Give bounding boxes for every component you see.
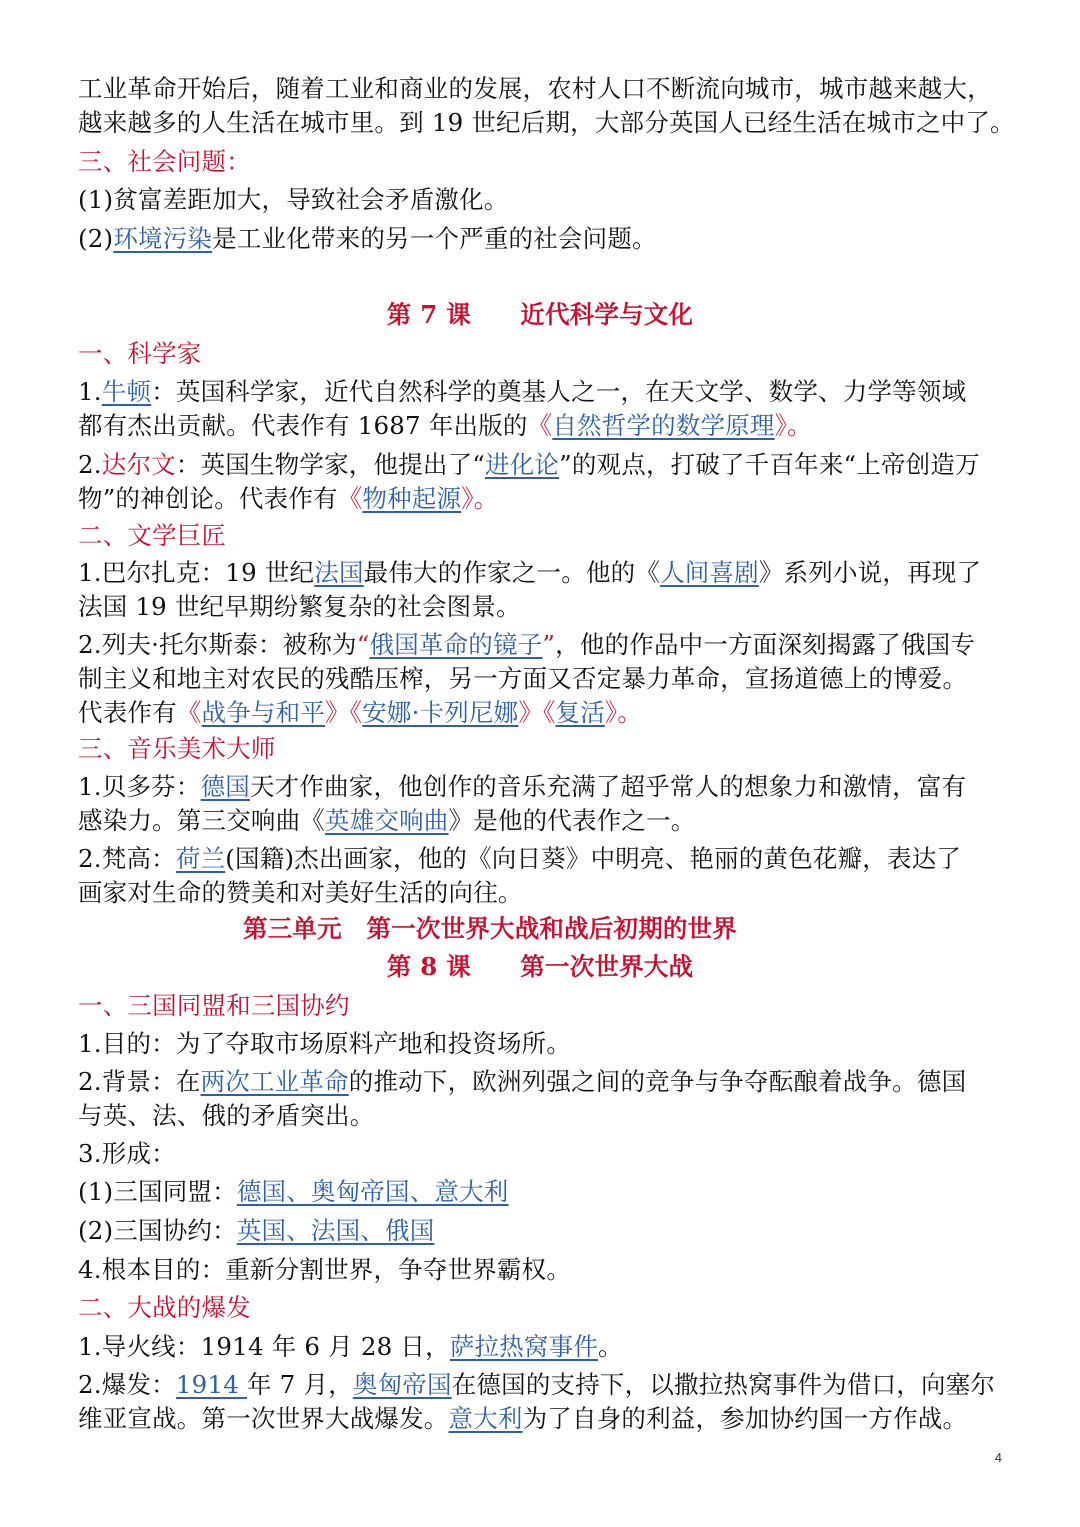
emphasis-text: 三、音乐美术大师 — [78, 734, 276, 763]
highlighted-term: 英国、法国、俄国 — [236, 1216, 435, 1245]
emphasis-text: 》。 — [774, 411, 812, 440]
paragraph-line — [78, 1366, 1008, 1404]
emphasis-text: 》。 — [604, 698, 643, 727]
emphasis-text: 达尔文 — [101, 450, 176, 479]
text-segment: 2.列夫·托尔斯泰：被称为 — [78, 630, 357, 659]
emphasis-text: 三、社会问题： — [78, 147, 251, 176]
text-segment: 是工业化带来的另一个严重的社会问题。 — [212, 224, 657, 253]
text-segment: 在德国的支持下，以撒拉热窝事件为借口，向塞尔 — [451, 1370, 996, 1399]
emphasis-text: 《 — [527, 411, 553, 440]
highlighted-term: 英雄交响曲 — [325, 806, 449, 835]
emphasis-text: “ — [356, 630, 370, 659]
highlighted-term: 奥匈帝国 — [352, 1370, 452, 1399]
text-segment: 代表作有 — [78, 698, 177, 727]
text-segment: 3.形成： — [78, 1139, 176, 1168]
text-segment: 的推动下，欧洲列强之间的竞争与争夺酝酿着战争。德国 — [348, 1067, 967, 1096]
emphasis-text: ” — [542, 630, 556, 659]
paragraph-line — [78, 1063, 1008, 1101]
list-item — [78, 181, 1008, 219]
text-segment: 4.根本目的：重新分割世界，争夺世界霸权。 — [78, 1255, 572, 1284]
section-heading-outbreak — [78, 1289, 1008, 1327]
highlighted-term: 俄国革命的镜子 — [369, 630, 543, 659]
text-segment: 2.爆发： — [78, 1370, 176, 1399]
text-segment: 2.背景：在 — [78, 1067, 201, 1096]
text-segment: 。 — [598, 1332, 623, 1361]
emphasis-text: 第 7 课 近代科学与文化 — [386, 300, 694, 329]
text-segment: (2)三国协约： — [78, 1216, 237, 1245]
emphasis-text: 二、大战的爆发 — [78, 1293, 251, 1322]
emphasis-text: 第三单元 第一次世界大战和战后初期的世界 — [243, 914, 737, 943]
text-segment: 最伟大的作家之一。他的《 — [363, 558, 661, 587]
page-number: 4 — [994, 1450, 1002, 1465]
list-item — [78, 220, 1008, 258]
paragraph-line-2 — [78, 104, 1015, 142]
list-item — [78, 1212, 1008, 1250]
text-segment: ：英国生物学家，他提出了“ — [175, 450, 486, 479]
highlighted-term: 德国 — [200, 772, 250, 801]
text-segment: 1.巴尔扎克：19 世纪 — [78, 558, 315, 587]
highlighted-term: 1914 — [175, 1370, 248, 1399]
text-segment: 制主义和地主对农民的残酷压榨，另一方面又否定暴力革命，宣扬道德上的博爱。 — [78, 664, 968, 693]
highlighted-term: 复活 — [555, 698, 605, 727]
text-segment: 都有杰出贡献。代表作有 1687 年出版的 — [78, 411, 528, 440]
paragraph-line — [78, 768, 1008, 806]
highlighted-term: 萨拉热窝事件 — [449, 1332, 599, 1361]
paragraph-line — [78, 1135, 1008, 1173]
section-heading-social-problems — [78, 143, 1008, 181]
paragraph-line — [78, 874, 1008, 912]
paragraph-line — [78, 1400, 1008, 1438]
emphasis-text: 一、三国同盟和三国协约 — [78, 991, 350, 1020]
text-segment: 工业革命开始后，随着工业和商业的发展，农村人口不断流向城市，城市越来越大， — [78, 74, 992, 103]
text-segment: (2) — [78, 224, 114, 253]
section-heading-scientists — [78, 335, 1008, 373]
highlighted-term: 战争与和平 — [201, 698, 326, 727]
text-segment: 2. — [78, 450, 102, 479]
text-segment: 维亚宣战。第一次世界大战爆发。 — [78, 1404, 449, 1433]
emphasis-text: 》《 — [325, 698, 363, 727]
paragraph-line — [78, 1025, 1008, 1063]
paragraph-line — [78, 1328, 1008, 1366]
emphasis-text: 》《 — [518, 698, 556, 727]
text-segment: 1.导火线：1914 年 6 月 28 日， — [78, 1332, 450, 1361]
paragraph-line — [78, 373, 1008, 411]
highlighted-term: 德国、奥匈帝国、意大利 — [236, 1177, 509, 1206]
text-segment: 1.目的：为了夺取市场原料产地和投资场所。 — [78, 1029, 572, 1058]
text-segment: 越来越多的人生活在城市里。到 19 世纪后期，大部分英国人已经生活在城市之中了。 — [78, 108, 1015, 137]
text-segment: 》是他的代表作之一。 — [448, 806, 696, 835]
highlighted-term: 两次工业革命 — [200, 1067, 349, 1096]
text-segment: 感染力。第三交响曲《 — [78, 806, 325, 835]
highlighted-term: 人间喜剧 — [660, 558, 759, 587]
paragraph-line — [78, 660, 1008, 698]
section-heading-literature — [78, 517, 1008, 555]
text-segment: 与英、法、俄的矛盾突出。 — [78, 1101, 375, 1130]
paragraph-line — [78, 694, 1008, 732]
text-segment: 天才作曲家，他创作的音乐充满了超乎常人的想象力和激情，富有 — [249, 772, 967, 801]
section-heading-alliances — [78, 987, 1008, 1025]
emphasis-text: 》。 — [461, 484, 499, 513]
paragraph-line — [78, 626, 1008, 664]
text-segment: 年 7 月， — [247, 1370, 353, 1399]
text-segment: ：英国科学家，近代自然科学的奠基人之一，在天文学、数学、力学等领域 — [151, 377, 967, 406]
emphasis-text: 《 — [176, 698, 202, 727]
lesson-title-8 — [0, 948, 1080, 986]
highlighted-term: 安娜·卡列尼娜 — [362, 698, 519, 727]
paragraph-line — [78, 588, 1008, 626]
highlighted-term: 法国 — [314, 558, 364, 587]
emphasis-text: 二、文学巨匠 — [78, 521, 227, 550]
paragraph-line-1 — [78, 70, 1008, 108]
unit-title-3 — [0, 910, 1080, 948]
text-segment: ”的观点，打破了千百年来“上帝创造万 — [559, 450, 980, 479]
text-segment: (1)贫富差距加大，导致社会矛盾激化。 — [78, 185, 509, 214]
highlighted-term: 物种起源 — [362, 484, 462, 513]
text-segment: 1.贝多芬： — [78, 772, 201, 801]
text-segment: ，他的作品中一方面深刻揭露了俄国专 — [555, 630, 976, 659]
highlighted-term: 意大利 — [448, 1404, 523, 1433]
emphasis-text: 第 8 课 第一次世界大战 — [386, 952, 694, 981]
text-segment: 画家对生命的赞美和对美好生活的向往。 — [78, 878, 523, 907]
paragraph-line — [78, 802, 1008, 840]
paragraph-line — [78, 1251, 1008, 1289]
paragraph-line — [78, 446, 1008, 484]
text-segment: 法国 19 世纪早期纷繁复杂的社会图景。 — [78, 592, 521, 621]
text-segment: 为了自身的利益，参加协约国一方作战。 — [522, 1404, 968, 1433]
paragraph-line — [78, 840, 1008, 878]
list-item — [78, 1173, 1008, 1211]
emphasis-text: 《 — [337, 484, 363, 513]
lesson-title-7 — [0, 296, 1080, 334]
text-segment: 》系列小说，再现了 — [758, 558, 982, 587]
highlighted-term: 自然哲学的数学原理 — [552, 411, 775, 440]
highlighted-term: 牛顿 — [101, 377, 152, 406]
highlighted-term: 进化论 — [485, 450, 560, 479]
paragraph-line — [78, 1097, 1008, 1135]
text-segment: 物”的神创论。代表作有 — [78, 484, 338, 513]
section-heading-music-art — [78, 730, 1008, 768]
paragraph-line — [78, 407, 1008, 445]
emphasis-text: 一、科学家 — [78, 339, 202, 368]
paragraph-line — [78, 554, 1008, 592]
text-segment: 1. — [78, 377, 102, 406]
text-segment: 2.梵高： — [78, 844, 176, 873]
text-segment: (国籍)杰出画家，他的《向日葵》中明亮、艳丽的黄色花瓣，表达了 — [225, 844, 962, 873]
text-segment: (1)三国同盟： — [78, 1177, 237, 1206]
highlighted-term: 荷兰 — [175, 844, 226, 873]
highlighted-term: 环境污染 — [113, 224, 213, 253]
paragraph-line — [78, 480, 1008, 518]
